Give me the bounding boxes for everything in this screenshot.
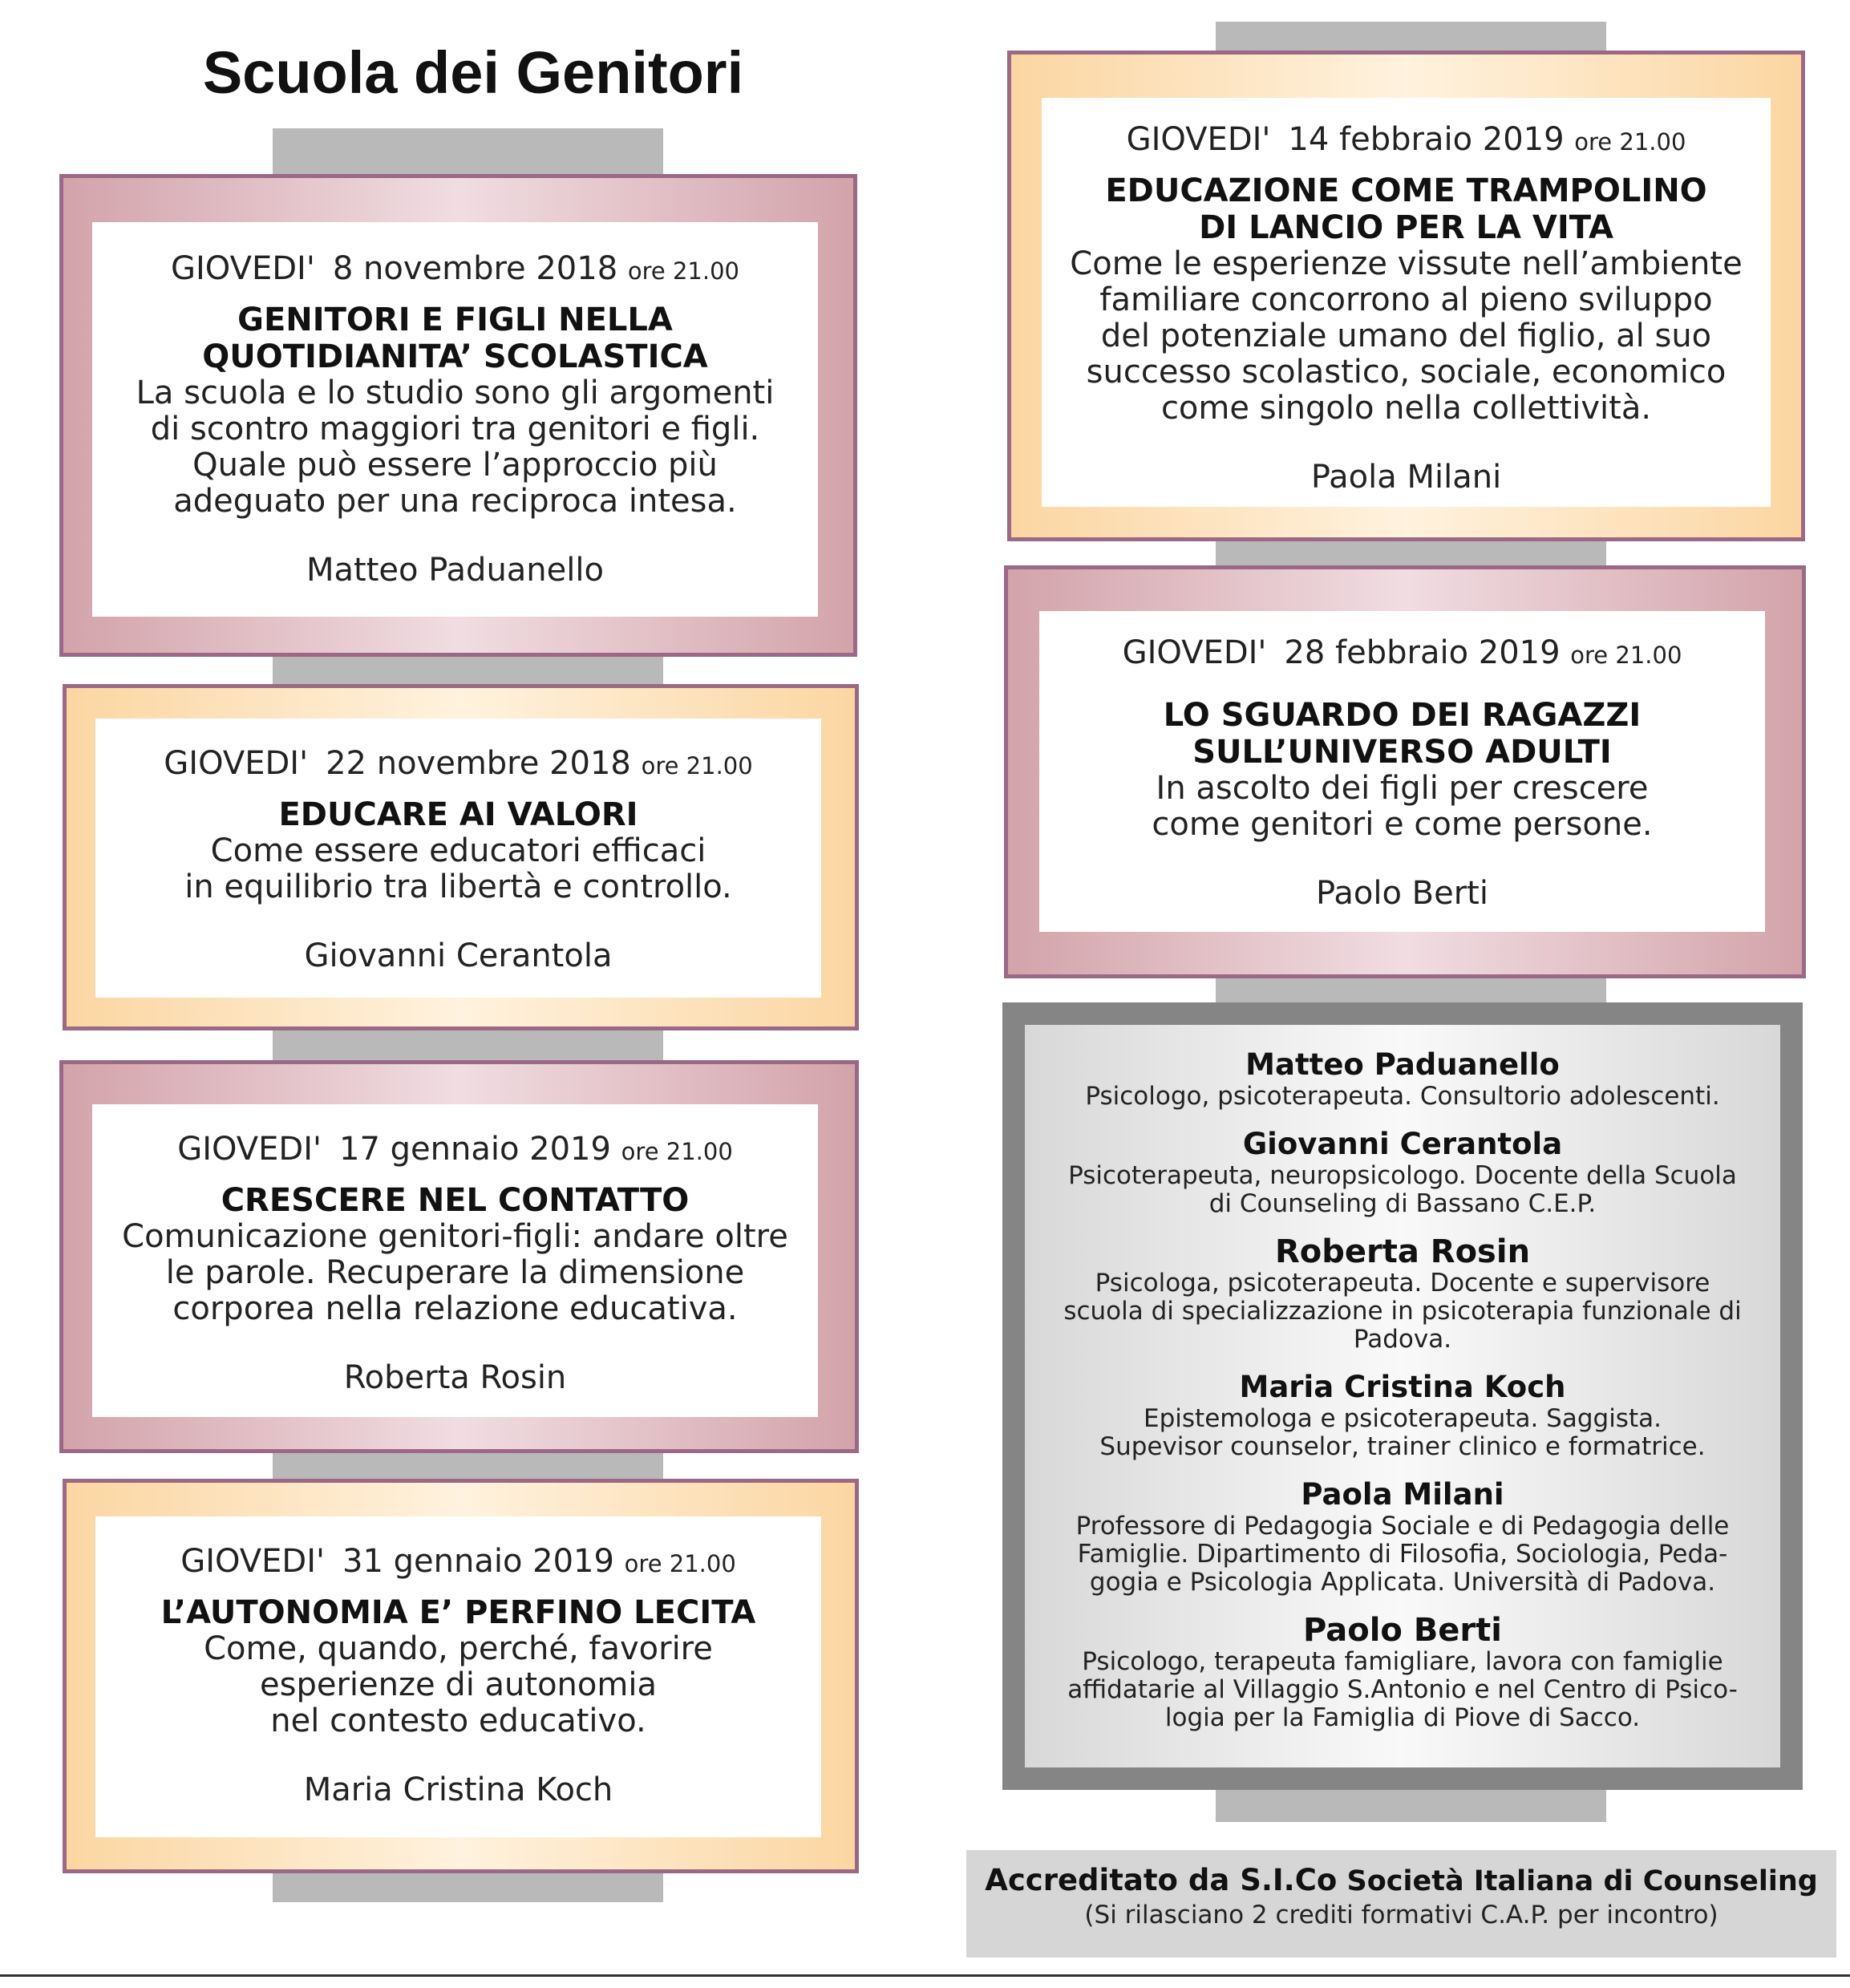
page-title: Scuola dei Genitori	[202, 39, 744, 106]
bio-text: Psicologo, psicoterapeuta. Consultorio adolescenti.	[1085, 1082, 1720, 1111]
event-speaker: Paolo Berti	[1316, 875, 1488, 912]
event-speaker: Maria Cristina Koch	[303, 1771, 613, 1808]
event-date: 8 novembre 2018	[332, 250, 618, 287]
event-day: GIOVEDI'	[164, 745, 309, 782]
event-time: ore 21.00	[1570, 642, 1682, 669]
event-card	[63, 684, 859, 1030]
event-card	[59, 174, 857, 657]
event-day: GIOVEDI'	[1122, 634, 1267, 671]
event-date: 22 novembre 2018	[326, 745, 631, 782]
bio-name: Matteo Paduanello	[1245, 1047, 1560, 1082]
event-content	[95, 719, 821, 998]
event-card	[59, 1060, 859, 1453]
bio-text: Psicologa, psicoterapeuta. Docente e supervisore scuola di specializzazione in psicoterapia funzionale di Padova.	[1063, 1269, 1742, 1354]
event-date: 17 gennaio 2019	[339, 1131, 611, 1168]
event-day: GIOVEDI'	[180, 1543, 326, 1580]
accreditation-title: Accreditato da S.I.Co Società Italiana di Counseling	[985, 1863, 1818, 1897]
bio-text: Epistemologa e psicoterapeuta. Saggista. Supevisor counselor, trainer clinico e formatrice.	[1099, 1404, 1706, 1461]
event-day: GIOVEDI'	[1126, 121, 1271, 158]
bio-name: Maria Cristina Koch	[1239, 1370, 1566, 1404]
event-card	[63, 1479, 859, 1873]
bio-name: Paolo Berti	[1302, 1612, 1502, 1649]
event-headline: GENITORI E FIGLI NELLA QUOTIDIANITA’ SCOLASTICA	[202, 302, 708, 375]
event-time: ore 21.00	[624, 1550, 736, 1577]
bio-text: Psicologo, terapeuta famigliare, lavora con famiglie affidatarie al Villaggio S.Antonio e nel Centro di Psico- logia per la Famiglia di Piove di Sacco.	[1067, 1647, 1738, 1732]
event-content	[92, 222, 818, 617]
event-day: GIOVEDI'	[171, 250, 315, 287]
event-description: Come essere educatori efficaci in equilibrio tra libertà e controllo.	[184, 832, 732, 905]
speakers-bio-content	[1025, 1025, 1780, 1767]
event-description: Come, quando, perché, favorire esperienze di autonomia nel contesto educativo.	[204, 1630, 713, 1739]
event-description: In ascolto dei figli per crescere come genitori e come persone.	[1152, 770, 1653, 843]
event-headline: EDUCARE AI VALORI	[278, 796, 638, 833]
bio-name: Paola Milani	[1301, 1477, 1504, 1512]
event-speaker: Roberta Rosin	[343, 1359, 567, 1396]
event-description: Comunicazione genitori-figli: andare oltre le parole. Recuperare la dimensione corporea nella relazione educativa.	[122, 1218, 788, 1327]
event-time: ore 21.00	[1574, 128, 1686, 156]
speakers-bio-panel	[1002, 1002, 1803, 1790]
event-content	[1042, 98, 1771, 507]
event-headline: L’AUTONOMIA E’ PERFINO LECITA	[160, 1594, 756, 1631]
event-time: ore 21.00	[627, 257, 739, 285]
event-speaker: Giovanni Cerantola	[304, 937, 613, 974]
event-time: ore 21.00	[621, 1138, 733, 1165]
event-day: GIOVEDI'	[177, 1131, 322, 1168]
bio-name: Giovanni Cerantola	[1242, 1127, 1563, 1161]
event-card	[1004, 565, 1806, 978]
event-headline: EDUCAZIONE COME TRAMPOLINO DI LANCIO PER LA VITA	[1105, 172, 1707, 246]
event-time: ore 21.00	[641, 752, 753, 779]
event-content	[92, 1104, 818, 1417]
bottom-divider	[0, 1974, 1850, 1977]
event-date: 28 febbraio 2019	[1284, 634, 1561, 671]
event-speaker: Matteo Paduanello	[306, 552, 604, 589]
event-headline: LO SGUARDO DEI RAGAZZI SULL’UNIVERSO ADULTI	[1163, 697, 1642, 771]
bio-name: Roberta Rosin	[1274, 1233, 1531, 1270]
event-date-line	[1039, 630, 1765, 678]
event-date: 14 febbraio 2019	[1288, 121, 1565, 158]
event-content	[1039, 611, 1765, 932]
event-date: 31 gennaio 2019	[342, 1543, 614, 1580]
event-headline: CRESCERE NEL CONTATTO	[221, 1182, 690, 1219]
event-speaker: Paola Milani	[1310, 459, 1502, 496]
event-date-line	[1042, 117, 1771, 164]
accreditation-box	[966, 1850, 1836, 1958]
accreditation-note: (Si rilasciano 2 crediti formativi C.A.P. per incontro)	[1084, 1901, 1718, 1929]
event-date-line	[95, 741, 821, 788]
event-description: Come le esperienze vissute nell’ambiente familiare concorrono al pieno sviluppo del potenziale umano del figlio, al suo successo scolastico, sociale, economico come singolo nella collettività.	[1070, 245, 1743, 427]
bio-text: Professore di Pedagogia Sociale e di Pedagogia delle Famiglie. Dipartimento di Filosofia, Sociologia, Peda- gogia e Psicologia Applicata. Università di Padova.	[1075, 1512, 1730, 1597]
event-date-line	[95, 1539, 821, 1586]
event-content	[95, 1516, 821, 1837]
event-description: La scuola e lo studio sono gli argomenti di scontro maggiori tra genitori e figli. Quale può essere l’approccio più adeguato per una reciproca intesa.	[136, 375, 775, 520]
event-date-line	[92, 246, 818, 294]
event-card	[1007, 51, 1805, 541]
bio-text: Psicoterapeuta, neuropsicologo. Docente della Scuola di Counseling di Bassano C.E.P.	[1068, 1161, 1737, 1218]
event-date-line	[92, 1127, 818, 1174]
